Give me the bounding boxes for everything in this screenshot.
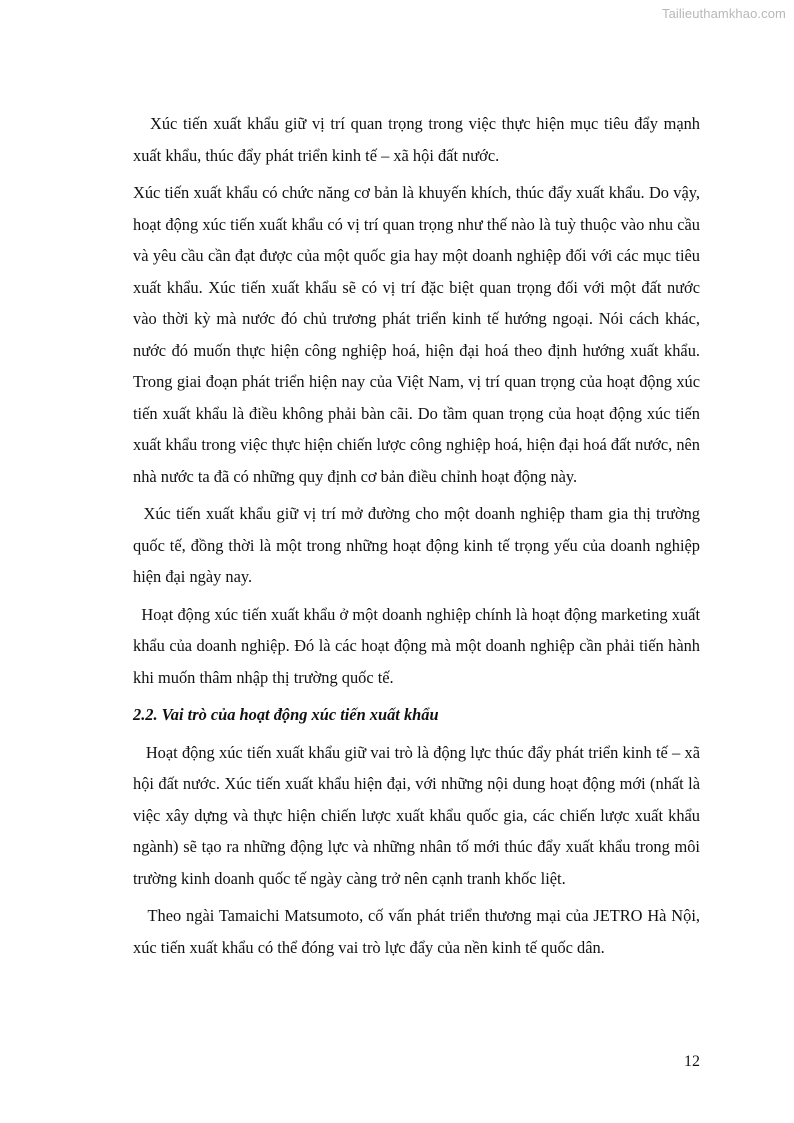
paragraph-jetro-quote: Theo ngài Tamaichi Matsumoto, cố vấn phát triển thương mại của JETRO Hà Nội, xúc tiến xuất khẩu có thể đóng vai trò lực đẩy của nền kinh tế quốc dân. [133, 906, 700, 957]
page-number: 12 [684, 1053, 700, 1070]
paragraph-driving-force: Hoạt động xúc tiến xuất khẩu giữ vai trò là động lực thúc đẩy phát triển kinh tế – xã hội đất nước. Xúc tiến xuất khẩu hiện đại, với những nội dung hoạt động mới (nhất là việc xây dựng và thực hiện chiến lược xuất khẩu quốc gia, các chiến lược xuất khẩu ngành) sẽ tạo ra những động lực và những nhân tố mới thúc đẩy xuất khẩu trong môi trường kinh doanh quốc tế ngày càng trở nên cạnh tranh khốc liệt. [133, 742, 700, 888]
paragraph-export-promotion-importance: Xúc tiến xuất khẩu giữ vị trí quan trọng trong việc thực hiện mục tiêu đẩy mạnh xuất khẩu, thúc đẩy phát triển kinh tế – xã hội đất nước. [133, 114, 700, 165]
paragraph-market-entry-role: Xúc tiến xuất khẩu giữ vị trí mở đường cho một doanh nghiệp tham gia thị trường quốc tế, đồng thời là một trong những hoạt động kinh tế trọng yếu của doanh nghiệp hiện đại ngày nay. [133, 504, 700, 586]
watermark-text: Tailieuthamkhao.com [661, 6, 786, 21]
document-page [133, 108, 700, 969]
paragraph-export-promotion-function: Xúc tiến xuất khẩu có chức năng cơ bản là khuyến khích, thúc đẩy xuất khẩu. Do vậy, hoạt động xúc tiến xuất khẩu có vị trí quan trọng như thế nào là tuỳ thuộc vào nhu cầu và yêu cầu cần đạt được của một quốc gia hay một doanh nghiệp đối với các mục tiêu xuất khẩu. Xúc tiến xuất khẩu sẽ có vị trí đặc biệt quan trọng đối với một đất nước vào thời kỳ mà nước đó chủ trương phát triển kinh tế hướng ngoại. Nói cách khác, nước đó muốn thực hiện công nghiệp hoá, hiện đại hoá theo định hướng xuất khẩu. Trong giai đoạn phát triển hiện nay của Việt Nam, vị trí quan trọng của hoạt động xúc tiến xuất khẩu là điều không phải bàn cãi. Do tầm quan trọng của hoạt động xúc tiến xuất khẩu trong việc thực hiện chiến lược công nghiệp hoá, hiện đại hoá đất nước, nên nhà nước ta đã có những quy định cơ bản điều chỉnh hoạt động này. [133, 183, 700, 486]
section-heading: 2.2. Vai trò của hoạt động xúc tiến xuất khẩu [133, 705, 439, 724]
paragraph-export-marketing: Hoạt động xúc tiến xuất khẩu ở một doanh nghiệp chính là hoạt động marketing xuất khẩu của doanh nghiệp. Đó là các hoạt động mà một doanh nghiệp cần phải tiến hành khi muốn thâm nhập thị trường quốc tế. [133, 604, 700, 687]
